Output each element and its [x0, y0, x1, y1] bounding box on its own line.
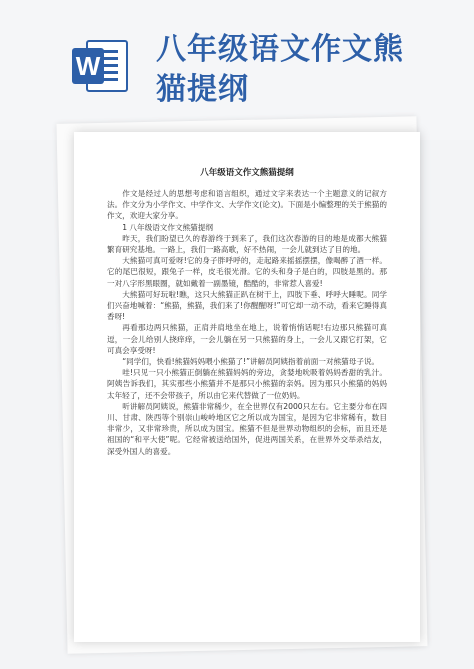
banner-title: 八年级语文作文熊猫提纲: [156, 32, 404, 107]
word-document-icon: [72, 38, 130, 94]
paragraph: 大熊猫可真可爱呀!它的身子胖呼呼的，走起路来摇摇摆摆，像喝醉了酒一样。它的尾巴很短，跟兔子一样，皮毛很光滑。它的头和身子是白的，四肢是黑的。那一对八字形黑眼圈，就如戴着一副墨镜，酷酷的，非常惹人喜爱!: [107, 256, 387, 288]
document-title: 八年级语文作文熊猫提纲: [200, 168, 294, 178]
word-icon-letter: W: [72, 48, 104, 84]
paragraph: 再看那边两只熊猫，正肩并肩地坐在地上，说着悄悄话呢!右边那只熊猫可真逗，一会儿给别人挠痒痒，一会儿躺在另一只熊猫的身上，一会儿又跟它打架，它可真会享受呀!: [107, 323, 387, 355]
paragraph: 听讲解员阿姨说，熊猫非常稀少，在全世界仅有2000只左右。它主要分布在四川、甘肃、陕西等个别崇山峻岭地区它之所以成为国宝，是因为它非常稀有，数目非常少，又非常珍贵，所以成为国宝。熊猫不但是世界动物组织的会标，而且还是祖国的“和平大使”呢。它经常被送给国外，促进两国关系，在世界外交举杀结友，深受外国人的喜爱。: [107, 401, 387, 456]
document-body: [107, 188, 387, 457]
paragraph: 大熊猫可好玩啦!瞧，这只大熊猫正趴在树干上，四肢下垂、呼呼大睡呢。同学们兴奋地喊着：“熊猫，熊猫，我们来了!你醒醒呀!”可它却一动不动，看来它睡得真香呀!: [107, 289, 387, 322]
paragraph: “同学们，快看!熊猫妈妈喂小熊猫了!”讲解员阿姨指着前面一对熊猫母子说。: [122, 357, 380, 367]
section-heading: 1 八年级语文作文熊猫提纲: [122, 222, 213, 232]
paragraph: 作文是经过人的思想考虑和语言组织，通过文字来表达一个主题意义的记叙方法。作文分为小学作文、中学作文、大学作文(论文)。下面是小编整理的关于熊猫的作文，欢迎大家分享。: [107, 189, 387, 221]
document-page: [74, 132, 420, 642]
paragraph: 昨天，我们盼望已久的春游终于到来了，我们这次春游的目的地是成都大熊猫繁育研究基地。一路上，我们一路高歌，好不热闹，一会儿就到达了目的地。: [107, 233, 387, 255]
paragraph: 哇!只见一只小熊猫正倒躺在熊猫妈妈的旁边，贪婪地吮吸着妈妈香甜的乳汁。阿姨告诉我们，其实那些小熊猫并不是那只小熊猫的亲妈。因为那只小熊猫的妈妈太年轻了，还不会带孩子，所以由它来代替做了一位奶妈。: [107, 368, 387, 400]
